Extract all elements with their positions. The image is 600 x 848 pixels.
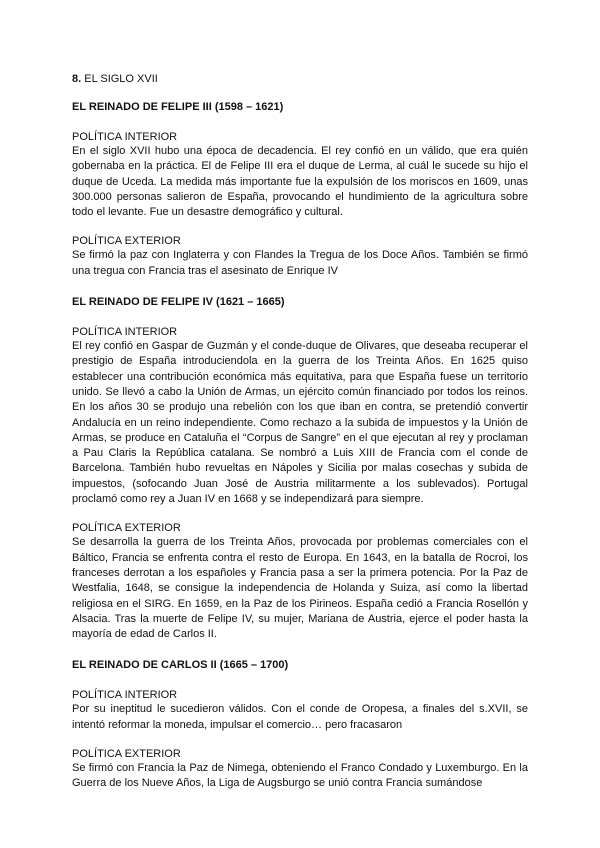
section-title: EL REINADO DE FELIPE IV (1621 – 1665)	[72, 296, 285, 309]
section-felipe-iv	[72, 295, 528, 642]
subheading-politica-interior: POLÍTICA INTERIOR	[72, 689, 178, 702]
subheading-politica-interior: POLÍTICA INTERIOR	[72, 326, 178, 339]
section-carlos-ii	[72, 658, 528, 791]
chapter-number: 8.	[72, 73, 82, 85]
paragraph: Se desarrolla la guerra de los Treinta Años, provocada por problemas comerciales con el Báltico, Francia se enfrenta contra el resto de Europa. En 1643, en la batalla de Rocroi, los franceses derrotan a los españoles y Francia pasa a ser la primera potencia. Por la Paz de Westfalia, 1648, se consigue la independencia de Holanda y Suiza, así como la libertad religiosa en el SIRG. En 1659, en la Paz de los Pirineos. España cedió a Francia Rosellón y Alsacia. Tras la muerte de Felipe IV, su mujer, Mariana de Austria, ejerce el poder hasta la mayoría de edad de Carlos II.	[72, 536, 528, 641]
subheading-politica-exterior: POLÍTICA EXTERIOR	[72, 522, 181, 535]
chapter-heading	[72, 72, 528, 86]
section-title: EL REINADO DE CARLOS II (1665 – 1700)	[72, 659, 289, 672]
section-title: EL REINADO DE FELIPE III (1598 – 1621)	[72, 101, 284, 113]
subheading-politica-exterior: POLÍTICA EXTERIOR	[72, 748, 181, 761]
chapter-title: EL SIGLO XVII	[84, 73, 158, 85]
paragraph: El rey confió en Gaspar de Guzmán y el conde-duque de Olivares, que deseaba recuperar el prestigio de España introduciendola en la guerra de los Treinta Años. En 1625 quiso establecer una contribución económica más equitativa, para que España fuese un territorio unido. Se llevó a cabo la Unión de Armas, un ejército común financiado por todos los reinos. En los años 30 se produjo una rebelión con los que iban en contra, se pretendió convertir Andalucía en un reino independiente. Como rechazo a la subida de impuestos y la Unión de Armas, se produce en Cataluña el “Corpus de Sangre” en el que ejecutan al rey y proclaman a Pau Claris la República catalana. Se nombró a Luis XIII de Francia com el conde de Barcelona. También hubo revueltas en Nápoles y Sicilia por malas cosechas y subida de impuestos, (sofocando Juan José de Austria militarmente a los sublevados). Portugal proclamó como rey a Juan IV en 1668 y se independizará para siempre.	[72, 340, 528, 506]
paragraph: Se firmó la paz con Inglaterra y con Flandes la Tregua de los Doce Años. También se firmó una tregua con Francia tras el asesinato de Enrique IV	[72, 249, 528, 277]
paragraph: Por su ineptitud le sucedieron válidos. Con el conde de Oropesa, a finales del s.XVII, se intentó reformar la moneda, impulsar el comercio… pero fracasaron	[72, 703, 528, 731]
section-felipe-iii	[72, 100, 528, 279]
subheading-politica-interior: POLÍTICA INTERIOR	[72, 131, 178, 143]
paragraph: Se firmó con Francia la Paz de Nimega, obteniendo el Franco Condado y Luxemburgo. En la Guerra de los Nueve Años, la Liga de Augsburgo se unió contra Francia sumándose	[72, 762, 528, 790]
subheading-politica-exterior: POLÍTICA EXTERIOR	[72, 235, 181, 248]
paragraph: En el siglo XVII hubo una época de decadencia. El rey confió en un válido, que era quién gobernaba en la práctica. El de Felipe III era el duque de Lerma, al cuál le sucede su hijo el duque de Uceda. La medida más importante fue la expulsión de los moriscos en 1609, unas 300.000 personas salieron de España, provocando el hundimiento de la agricultura sobre todo el levante. Fue un desastre demográfico y cultural.	[72, 145, 528, 219]
